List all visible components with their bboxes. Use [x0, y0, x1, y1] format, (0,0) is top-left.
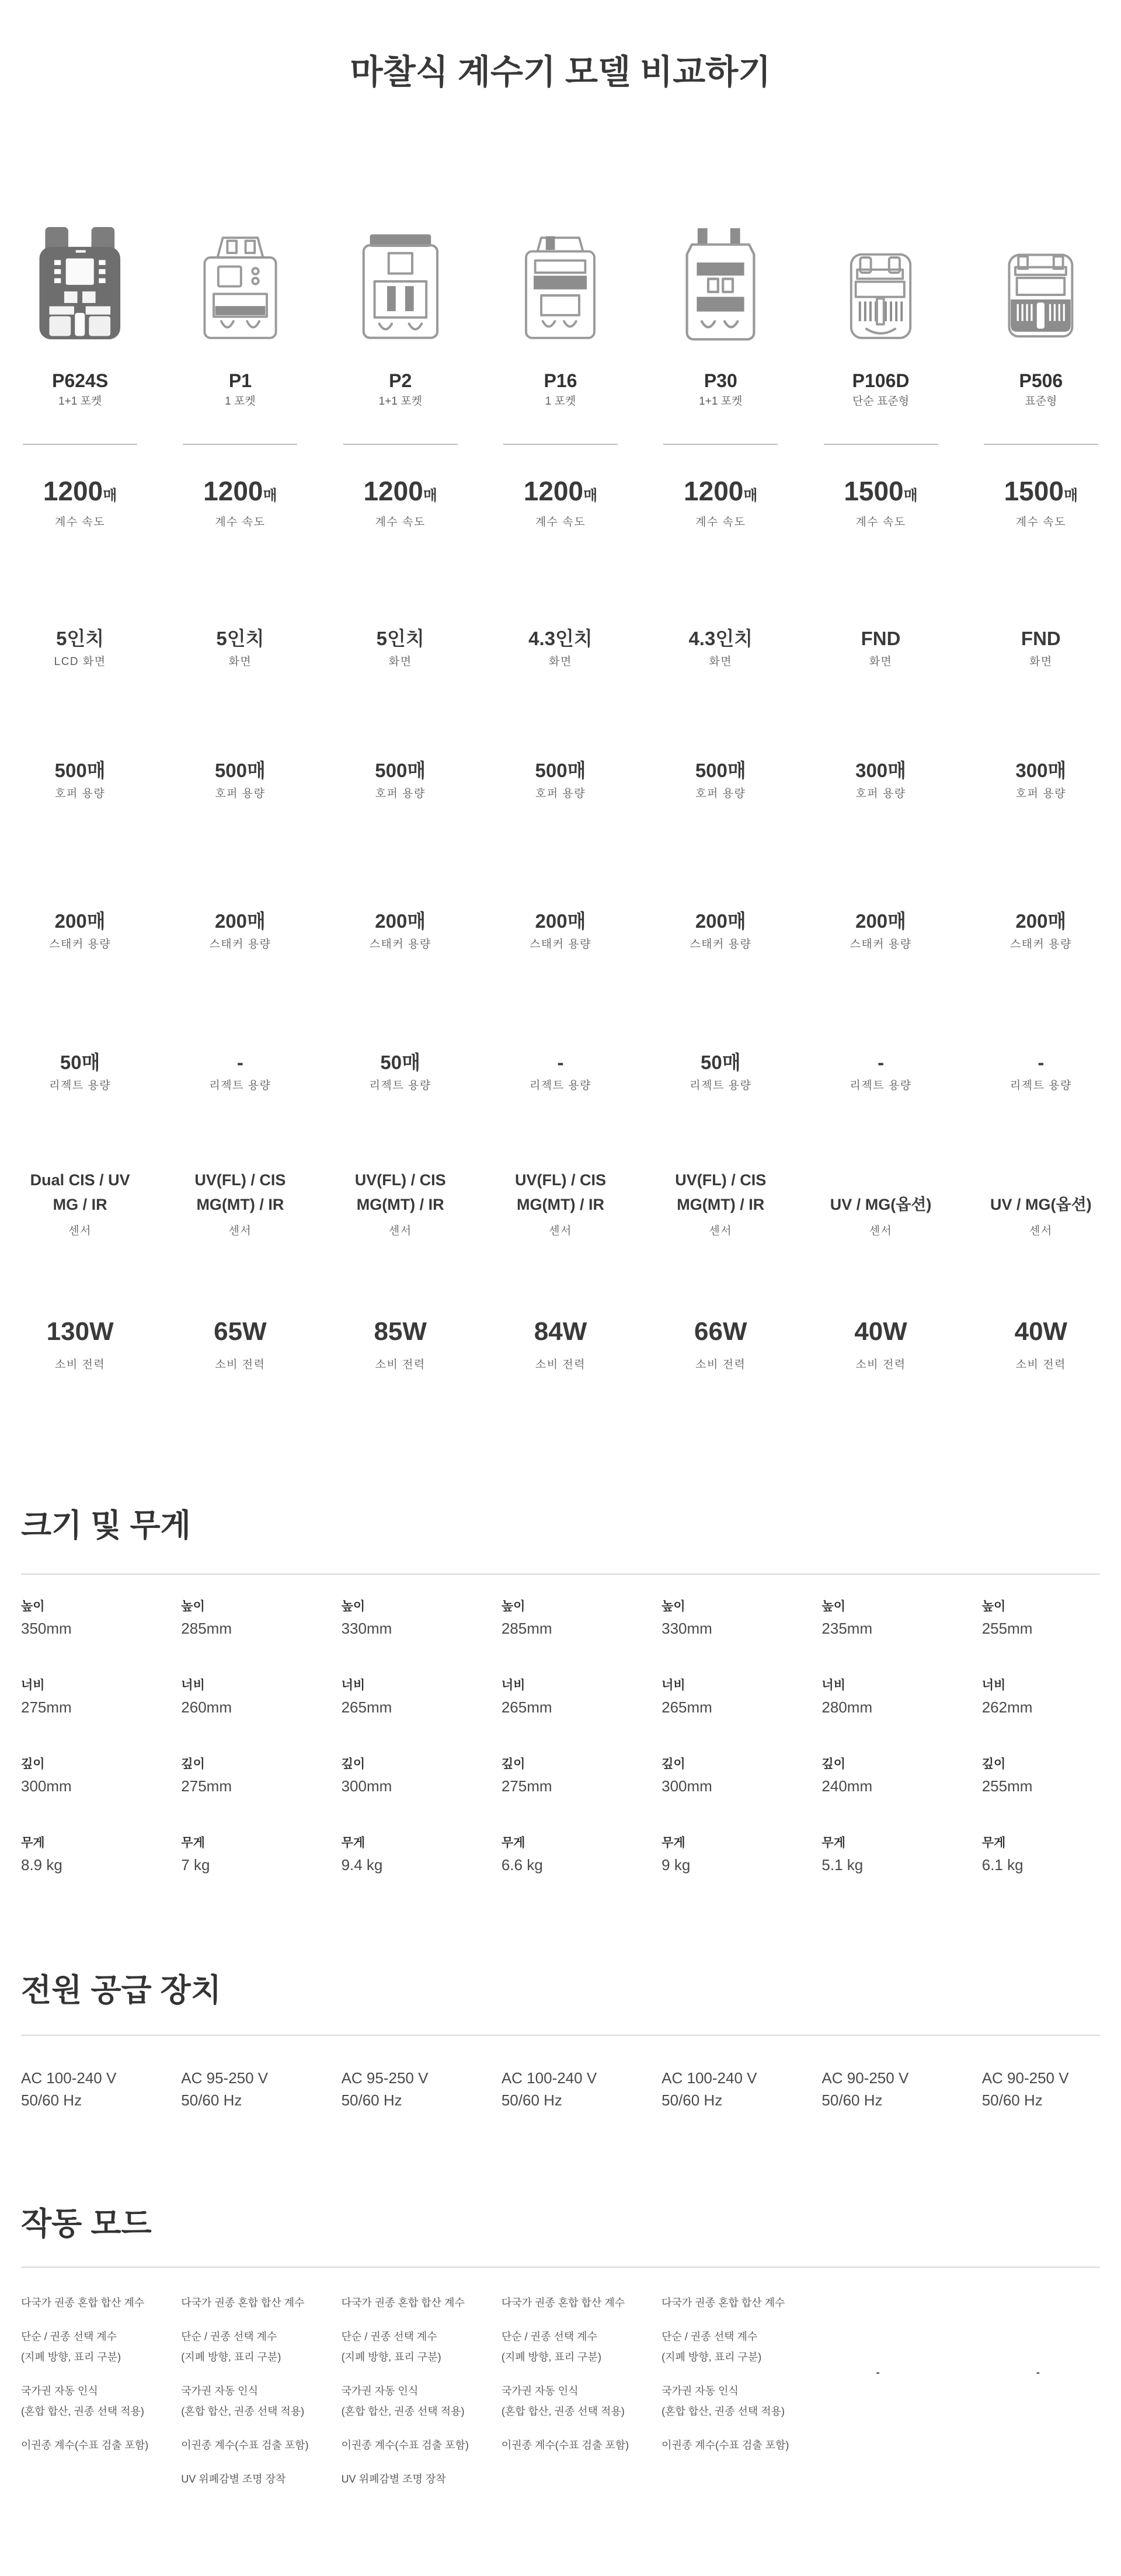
hopper-label: 호퍼 용량: [855, 788, 906, 800]
size-label: 높이: [501, 1600, 525, 1613]
size-label: 깊이: [341, 1757, 365, 1771]
power-label: 소비 전력: [535, 1359, 586, 1371]
mode-item: UV 위폐감별 조명 장착: [181, 2473, 286, 2485]
size-label: 너비: [662, 1679, 685, 1692]
speed-label: 계수 속도: [855, 516, 906, 528]
power-supply-value: AC 95-250 V 50/60 Hz: [181, 2069, 269, 2109]
size-label: 높이: [821, 1600, 845, 1613]
size-label: 너비: [341, 1679, 365, 1692]
power-value: 40W: [1014, 1317, 1068, 1346]
stacker-value: 200매: [1015, 910, 1067, 932]
power-supply-grid: [0, 2068, 1121, 2110]
power-value: 84W: [534, 1317, 587, 1346]
mode-item: 국가권 자동 인식 (혼합 합산, 권종 선택 적용): [341, 2385, 465, 2417]
product-name: P506: [1019, 370, 1063, 391]
machine-icon: [961, 224, 1121, 341]
size-value: 262mm: [981, 1698, 1033, 1716]
size-value: 265mm: [501, 1698, 552, 1716]
mode-item: 단순 / 권종 선택 계수 (지폐 방향, 표리 구분): [501, 2331, 601, 2363]
page-title: 마찰식 계수기 모델 비교하기: [350, 53, 771, 91]
spec-row-sensor: [0, 1168, 1121, 1239]
speed-value: 1200매: [523, 476, 598, 506]
power-label: 소비 전력: [375, 1359, 426, 1371]
reject-value: -: [236, 1052, 243, 1073]
speed-label: 계수 속도: [215, 516, 266, 528]
sensor-label: 센서: [869, 1225, 893, 1237]
size-value: 240mm: [821, 1777, 873, 1795]
screen-label: 화면: [228, 656, 252, 668]
size-label: 무게: [21, 1836, 45, 1850]
size-value: 260mm: [181, 1698, 232, 1716]
machine-icon: [481, 224, 640, 341]
size-value: 7 kg: [181, 1856, 210, 1874]
size-value: 235mm: [821, 1620, 873, 1637]
spec-row-power: [0, 1317, 1121, 1373]
reject-label: 리젝트 용량: [1009, 1080, 1072, 1092]
power-label: 소비 전력: [215, 1359, 266, 1371]
product-subtitle: 표준형: [1025, 395, 1057, 408]
sensor-value: UV / MG(옵션): [830, 1196, 932, 1213]
power-supply-value: AC 95-250 V 50/60 Hz: [341, 2069, 429, 2109]
product-underline: [343, 444, 458, 445]
size-value: 350mm: [21, 1620, 72, 1637]
screen-label: 화면: [549, 656, 572, 668]
stacker-label: 스태커 용량: [369, 938, 431, 951]
speed-value: 1200매: [684, 476, 758, 506]
screen-value: FND: [861, 628, 901, 649]
size-label: 무게: [181, 1836, 205, 1850]
speed-label: 계수 속도: [375, 516, 426, 528]
size-value: 280mm: [821, 1698, 873, 1716]
sensor-value: Dual CIS / UV MG / IR: [30, 1171, 130, 1213]
hopper-label: 호퍼 용량: [55, 788, 106, 800]
speed-value: 1500매: [1004, 476, 1078, 506]
reject-value: 50매: [380, 1052, 420, 1073]
power-section-heading: 전원 공급 장치: [21, 1973, 221, 2008]
screen-value: 5인치: [376, 628, 424, 649]
screen-label: 화면: [1029, 656, 1053, 668]
mode-item: 이권종 계수(수표 검출 포함): [181, 2439, 309, 2451]
power-value: 85W: [374, 1317, 427, 1346]
sensor-value: UV(FL) / CIS MG(MT) / IR: [194, 1171, 286, 1213]
size-label: 무게: [821, 1836, 845, 1850]
screen-label: 화면: [709, 656, 733, 668]
size-label: 너비: [21, 1679, 45, 1692]
size-value: 330mm: [662, 1620, 712, 1637]
reject-label: 리젝트 용량: [529, 1080, 592, 1092]
speed-value: 1200매: [203, 476, 277, 506]
speed-label: 계수 속도: [55, 516, 106, 528]
hopper-value: 300매: [1015, 760, 1067, 781]
mode-item: 이권종 계수(수표 검출 포함): [662, 2439, 789, 2451]
hopper-label: 호퍼 용량: [695, 788, 746, 800]
size-label: 높이: [341, 1600, 365, 1613]
product-subtitle: 1+1 포켓: [699, 395, 743, 408]
reject-label: 리젝트 용량: [850, 1080, 912, 1092]
product-subtitle: 1+1 포켓: [58, 395, 102, 408]
section-divider: [21, 2267, 1100, 2268]
modes-column: [321, 2293, 481, 2490]
machine-icon: [160, 224, 320, 341]
size-label: 깊이: [981, 1757, 1006, 1771]
product-name: P16: [544, 370, 577, 391]
product-name: P106D: [852, 370, 910, 391]
size-value: 275mm: [21, 1698, 72, 1716]
spec-row-screen: [0, 626, 1121, 670]
machine-icon: [321, 224, 481, 341]
size-label: 깊이: [821, 1757, 845, 1771]
product-column-p16: [481, 224, 640, 445]
stacker-label: 스태커 용량: [1009, 938, 1072, 951]
screen-value: FND: [1021, 628, 1061, 649]
sensor-value: UV(FL) / CIS MG(MT) / IR: [514, 1171, 606, 1213]
mode-item: -: [876, 2366, 880, 2378]
stacker-label: 스태커 용량: [209, 938, 271, 951]
stacker-label: 스태커 용량: [49, 938, 112, 951]
product-underline: [23, 444, 137, 445]
sensor-value: UV / MG(옵션): [990, 1196, 1092, 1213]
stacker-value: 200매: [855, 910, 907, 932]
product-underline: [984, 444, 1098, 445]
size-column: [961, 1599, 1121, 1875]
size-label: 너비: [501, 1679, 525, 1692]
mode-item: 단순 / 권종 선택 계수 (지폐 방향, 표리 구분): [181, 2331, 281, 2363]
size-value: 285mm: [181, 1620, 232, 1637]
size-value: 285mm: [501, 1620, 552, 1637]
product-underline: [663, 444, 778, 445]
size-value: 300mm: [341, 1777, 392, 1795]
product-header-row: [0, 224, 1121, 445]
size-column: [800, 1599, 960, 1875]
mode-item: 다국가 권종 혼합 합산 계수: [181, 2297, 305, 2309]
power-value: 130W: [46, 1317, 114, 1346]
modes-column: [640, 2293, 800, 2456]
size-label: 너비: [821, 1679, 845, 1692]
reject-label: 리젝트 용량: [49, 1080, 112, 1092]
hopper-value: 300매: [855, 760, 907, 781]
product-subtitle: 1 포켓: [225, 395, 256, 408]
size-column: [321, 1599, 481, 1875]
spec-row-stacker: [0, 909, 1121, 952]
mode-item: 단순 / 권종 선택 계수 (지폐 방향, 표리 구분): [662, 2331, 762, 2363]
speed-value: 1200매: [43, 476, 117, 506]
mode-item: 다국가 권종 혼합 합산 계수: [501, 2297, 625, 2309]
hopper-value: 500매: [375, 760, 426, 781]
sensor-label: 센서: [228, 1225, 252, 1237]
product-underline: [503, 444, 618, 445]
power-supply-value: AC 90-250 V 50/60 Hz: [821, 2069, 909, 2109]
reject-value: 50매: [700, 1052, 741, 1073]
power-label: 소비 전력: [855, 1359, 906, 1371]
size-label: 너비: [181, 1679, 205, 1692]
size-label: 너비: [981, 1679, 1006, 1692]
size-value: 275mm: [501, 1777, 552, 1795]
reject-value: -: [557, 1052, 564, 1073]
machine-icon: [800, 224, 960, 341]
size-label: 깊이: [501, 1757, 525, 1771]
speed-label: 계수 속도: [1015, 516, 1066, 528]
hopper-value: 500매: [214, 760, 266, 781]
size-label: 무게: [501, 1836, 525, 1850]
product-column-p30: [640, 224, 800, 445]
size-value: 265mm: [341, 1698, 392, 1716]
size-label: 무게: [662, 1836, 685, 1850]
modes-grid: [0, 2293, 1121, 2490]
sensor-label: 센서: [1029, 1225, 1053, 1237]
mode-item: 다국가 권종 혼합 합산 계수: [21, 2297, 145, 2309]
modes-column: [0, 2293, 160, 2456]
size-label: 깊이: [662, 1757, 685, 1771]
spec-row-speed: [0, 475, 1121, 530]
size-value: 8.9 kg: [21, 1856, 62, 1874]
spec-row-reject: [0, 1050, 1121, 1094]
size-column: [481, 1599, 640, 1875]
power-value: 40W: [854, 1317, 907, 1346]
screen-value: 4.3인치: [528, 628, 593, 649]
speed-value: 1200매: [363, 476, 437, 506]
reject-value: 50매: [60, 1052, 100, 1073]
product-column-p506: [961, 224, 1121, 445]
mode-item: 이권종 계수(수표 검출 포함): [341, 2439, 469, 2451]
screen-label: LCD 화면: [54, 656, 106, 668]
size-label: 높이: [181, 1600, 205, 1613]
mode-item: -: [1036, 2366, 1040, 2378]
product-name: P2: [389, 370, 412, 391]
reject-label: 리젝트 용량: [690, 1080, 752, 1092]
screen-value: 5인치: [56, 628, 105, 649]
mode-item: 다국가 권종 혼합 합산 계수: [341, 2297, 465, 2309]
modes-column: [481, 2293, 640, 2456]
power-label: 소비 전력: [695, 1359, 746, 1371]
size-value: 265mm: [662, 1698, 712, 1716]
screen-label: 화면: [388, 656, 412, 668]
power-supply-value: AC 100-240 V 50/60 Hz: [501, 2069, 597, 2109]
product-subtitle: 단순 표준형: [852, 395, 910, 408]
size-value: 300mm: [662, 1777, 712, 1795]
size-column: [160, 1599, 320, 1875]
mode-item: 단순 / 권종 선택 계수 (지폐 방향, 표리 구분): [341, 2331, 441, 2363]
size-column: [640, 1599, 800, 1875]
size-value: 6.1 kg: [981, 1856, 1023, 1874]
machine-icon: [640, 224, 800, 341]
product-column-p1: [160, 224, 320, 445]
reject-value: -: [878, 1052, 885, 1073]
stacker-value: 200매: [535, 910, 586, 932]
stacker-label: 스태커 용량: [690, 938, 752, 951]
size-grid: [0, 1599, 1121, 1875]
mode-item: 국가권 자동 인식 (혼합 합산, 권종 선택 적용): [181, 2385, 305, 2417]
section-divider: [21, 1574, 1100, 1575]
size-label: 높이: [662, 1600, 685, 1613]
power-supply-value: AC 100-240 V 50/60 Hz: [662, 2069, 757, 2109]
product-column-p106d: [800, 224, 960, 445]
stacker-label: 스태커 용량: [529, 938, 592, 951]
sensor-value: UV(FL) / CIS MG(MT) / IR: [354, 1171, 446, 1213]
modes-column: [961, 2293, 1121, 2383]
speed-label: 계수 속도: [695, 516, 746, 528]
mode-item: 이권종 계수(수표 검출 포함): [21, 2439, 149, 2451]
screen-value: 4.3인치: [688, 628, 753, 649]
speed-value: 1500매: [844, 476, 918, 506]
size-label: 무게: [341, 1836, 365, 1850]
mode-item: 이권종 계수(수표 검출 포함): [501, 2439, 629, 2451]
reject-label: 리젝트 용량: [209, 1080, 271, 1092]
product-column-p624s: [0, 224, 160, 445]
size-column: [0, 1599, 160, 1875]
product-column-p2: [321, 224, 481, 445]
sensor-label: 센서: [549, 1225, 572, 1237]
size-value: 9 kg: [662, 1856, 691, 1874]
mode-item: 국가권 자동 인식 (혼합 합산, 권종 선택 적용): [21, 2385, 144, 2417]
stacker-value: 200매: [375, 910, 426, 932]
sensor-label: 센서: [709, 1225, 733, 1237]
hopper-value: 500매: [54, 760, 106, 781]
spec-row-hopper: [0, 758, 1121, 802]
stacker-value: 200매: [214, 910, 266, 932]
sensor-label: 센서: [388, 1225, 412, 1237]
size-value: 330mm: [341, 1620, 392, 1637]
power-supply-value: AC 90-250 V 50/60 Hz: [981, 2069, 1069, 2109]
product-name: P1: [228, 370, 252, 391]
product-underline: [183, 444, 297, 445]
modes-column: [800, 2293, 960, 2383]
size-value: 300mm: [21, 1777, 72, 1795]
mode-item: 단순 / 권종 선택 계수 (지폐 방향, 표리 구분): [21, 2331, 121, 2363]
mode-item: 다국가 권종 혼합 합산 계수: [662, 2297, 785, 2309]
hopper-label: 호퍼 용량: [215, 788, 266, 800]
power-value: 66W: [694, 1317, 747, 1346]
speed-label: 계수 속도: [535, 516, 586, 528]
power-supply-value: AC 100-240 V 50/60 Hz: [21, 2069, 117, 2109]
product-subtitle: 1+1 포켓: [378, 395, 422, 408]
sensor-label: 센서: [68, 1225, 92, 1237]
product-underline: [824, 444, 938, 445]
size-value: 255mm: [981, 1777, 1033, 1795]
product-subtitle: 1 포켓: [545, 395, 576, 408]
hopper-label: 호퍼 용량: [1015, 788, 1066, 800]
size-value: 5.1 kg: [821, 1856, 864, 1874]
size-label: 깊이: [181, 1757, 205, 1771]
size-value: 255mm: [981, 1620, 1033, 1637]
machine-icon: [0, 224, 160, 341]
product-name: P30: [704, 370, 737, 391]
section-divider: [21, 2035, 1100, 2036]
stacker-value: 200매: [695, 910, 746, 932]
stacker-value: 200매: [54, 910, 106, 932]
hopper-value: 500매: [695, 760, 746, 781]
size-value: 9.4 kg: [341, 1856, 383, 1874]
screen-label: 화면: [869, 656, 893, 668]
size-value: 6.6 kg: [501, 1856, 543, 1874]
power-label: 소비 전력: [55, 1359, 106, 1371]
size-section-heading: 크기 및 무게: [21, 1508, 191, 1543]
power-label: 소비 전력: [1015, 1359, 1066, 1371]
sensor-value: UV(FL) / CIS MG(MT) / IR: [675, 1171, 767, 1213]
mode-item: UV 위폐감별 조명 장착: [341, 2473, 446, 2485]
reject-value: -: [1038, 1052, 1045, 1073]
hopper-label: 호퍼 용량: [375, 788, 426, 800]
mode-item: 국가권 자동 인식 (혼합 합산, 권종 선택 적용): [662, 2385, 785, 2417]
size-label: 높이: [21, 1600, 45, 1613]
reject-label: 리젝트 용량: [369, 1080, 431, 1092]
modes-section-heading: 작동 모드: [21, 2206, 152, 2241]
size-value: 275mm: [181, 1777, 232, 1795]
modes-column: [160, 2293, 320, 2490]
screen-value: 5인치: [216, 628, 264, 649]
hopper-value: 500매: [535, 760, 586, 781]
mode-item: 국가권 자동 인식 (혼합 합산, 권종 선택 적용): [501, 2385, 625, 2417]
stacker-label: 스태커 용량: [850, 938, 912, 951]
product-name: P624S: [52, 370, 109, 391]
size-label: 높이: [981, 1600, 1006, 1613]
hopper-label: 호퍼 용량: [535, 788, 586, 800]
size-label: 깊이: [21, 1757, 45, 1771]
power-value: 65W: [214, 1317, 267, 1346]
size-label: 무게: [981, 1836, 1006, 1850]
